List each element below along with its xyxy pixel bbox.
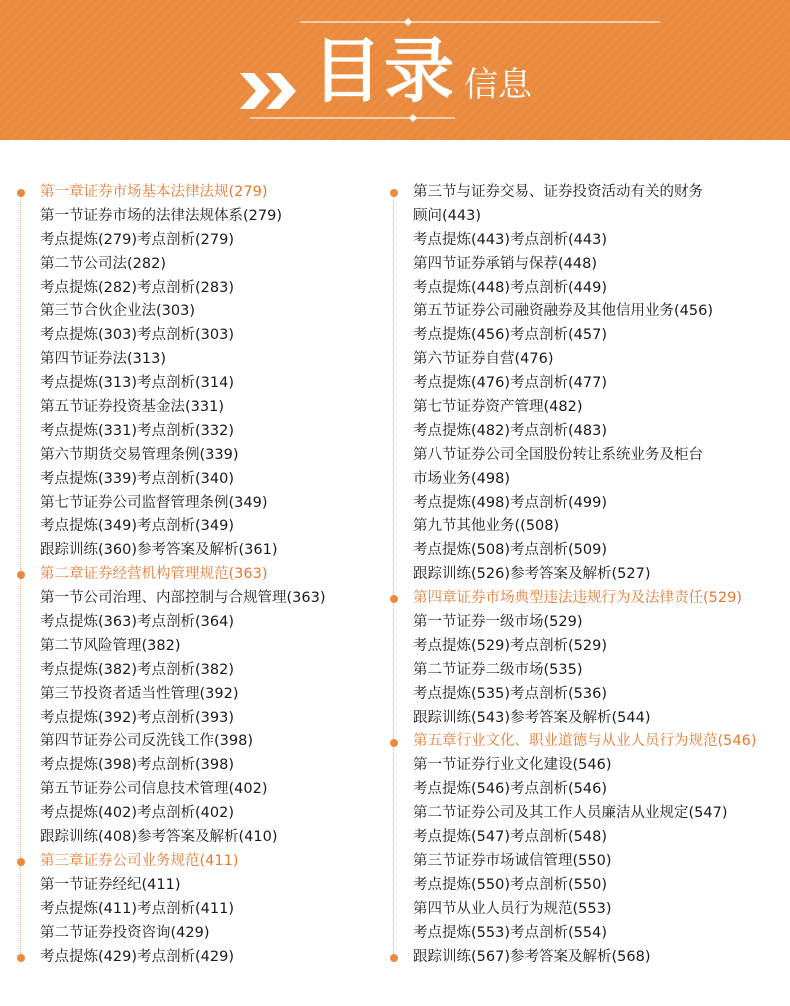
- toc-entry: 第一节证券一级市场(529): [413, 614, 583, 631]
- toc-entry: 考点提炼(402)考点剖析(402): [40, 805, 234, 822]
- toc-entry: 考点提炼(443)考点剖析(443): [413, 231, 607, 248]
- toc-entry: 考点提炼(363)考点剖析(364): [40, 614, 234, 631]
- toc-entry: 第七节证券公司监督管理条例(349): [40, 494, 268, 511]
- toc-entry: 考点提炼(392)考点剖析(393): [40, 709, 234, 726]
- toc-entry: 顾问(443): [413, 207, 481, 224]
- toc-entry: 考点提炼(331)考点剖析(332): [40, 422, 234, 439]
- toc-entry: 考点提炼(303)考点剖析(303): [40, 327, 234, 344]
- toc-entry: 第二节证券公司及其工作人员廉洁从业规定(547): [413, 805, 728, 822]
- chapter-bullet-dot: [17, 571, 25, 579]
- toc-entry: 第四节从业人员行为规范(553): [413, 900, 612, 917]
- toc-entry: 第七节证券资产管理(482): [413, 399, 583, 416]
- toc-entry: 第二节公司法(282): [40, 255, 166, 272]
- toc-entry: 跟踪训练(360)参考答案及解析(361): [40, 542, 278, 559]
- toc-entry: 考点提炼(448)考点剖析(449): [413, 279, 607, 296]
- toc-entry: 考点提炼(313)考点剖析(314): [40, 375, 234, 392]
- toc-entry: 考点提炼(546)考点剖析(546): [413, 781, 607, 798]
- toc-entry: 第四节证券承销与保荐(448): [413, 255, 597, 272]
- toc-entry: 跟踪训练(526)参考答案及解析(527): [413, 566, 651, 583]
- toc-entry: 第六节期货交易管理条例(339): [40, 446, 239, 463]
- toc-entry: 考点提炼(349)考点剖析(349): [40, 518, 234, 535]
- toc-entry: 考点提炼(382)考点剖析(382): [40, 661, 234, 678]
- toc-chapter-heading: 第一章证券市场基本法律法规(279): [40, 184, 268, 200]
- chapter-bullet-dot: [17, 189, 25, 197]
- toc-entry: 第一节证券经纪(411): [40, 876, 181, 893]
- toc-entry: 考点提炼(411)考点剖析(411): [40, 900, 234, 917]
- toc-entry: 第四节证券公司反洗钱工作(398): [40, 733, 253, 750]
- toc-entry: 第一节证券市场的法律法规体系(279): [40, 207, 282, 224]
- toc-entry: 第九节其他业务((508): [413, 518, 560, 535]
- toc-entry: 考点提炼(498)考点剖析(499): [413, 494, 607, 511]
- toc-entry: 考点提炼(279)考点剖析(279): [40, 231, 234, 248]
- header-banner: [0, 0, 790, 140]
- toc-chapter-heading: 第五章行业文化、职业道德与从业人员行为规范(546): [413, 733, 757, 750]
- chapter-bullet-dot: [390, 739, 398, 747]
- double-chevron-icon: [240, 73, 296, 109]
- toc-entry: 考点提炼(282)考点剖析(283): [40, 279, 234, 296]
- toc-chapter-heading: 第二章证券经营机构管理规范(363): [40, 566, 268, 583]
- toc-entry: 第二节风险管理(382): [40, 637, 181, 654]
- toc-column-left: [40, 181, 385, 969]
- toc-entry: 考点提炼(482)考点剖析(483): [413, 422, 607, 439]
- toc-entry: 考点提炼(508)考点剖析(509): [413, 542, 607, 559]
- toc-entry: 考点提炼(456)考点剖析(457): [413, 327, 607, 344]
- chapter-bullet-dot: [17, 858, 25, 866]
- toc-entry: 考点提炼(529)考点剖析(529): [413, 637, 607, 654]
- toc-entry: 考点提炼(535)考点剖析(536): [413, 685, 607, 702]
- toc-entry: 市场业务(498): [413, 470, 510, 487]
- toc-entry: 跟踪训练(543)参考答案及解析(544): [413, 709, 651, 726]
- toc-entry: 第三节与证券交易、证券投资活动有关的财务: [413, 184, 703, 200]
- toc-entry: 第二节证券投资咨询(429): [40, 924, 210, 941]
- timeline-right: [393, 191, 394, 961]
- toc-entry: 第八节证券公司全国股份转让系统业务及柜台: [413, 446, 703, 463]
- toc-entry: 第一节公司治理、内部控制与合规管理(363): [40, 590, 326, 607]
- toc-entry: 第三节合伙企业法(303): [40, 303, 195, 320]
- toc-entry: 第六节证券自营(476): [413, 351, 554, 368]
- banner-title: [312, 24, 532, 114]
- toc-entry: 第三节投资者适当性管理(392): [40, 685, 239, 702]
- toc-entry: 跟踪训练(567)参考答案及解析(568): [413, 948, 651, 965]
- timeline-end-dot: [390, 954, 398, 962]
- timeline-end-dot: [390, 189, 398, 197]
- toc-entry: 考点提炼(553)考点剖析(554): [413, 924, 607, 941]
- toc-entry: 第四节证券法(313): [40, 351, 166, 368]
- page-title: 目录: [312, 30, 456, 112]
- timeline-end-dot: [17, 954, 25, 962]
- toc-entry: 考点提炼(550)考点剖析(550): [413, 876, 607, 893]
- toc-entry: 第一节证券行业文化建设(546): [413, 757, 612, 774]
- toc-entry: 考点提炼(429)考点剖析(429): [40, 948, 234, 965]
- page-subtitle: 信息: [464, 65, 532, 105]
- toc-entry: 第五节证券公司融资融券及其他信用业务(456): [413, 303, 713, 320]
- toc-entry: 考点提炼(398)考点剖析(398): [40, 757, 234, 774]
- chapter-bullet-dot: [390, 595, 398, 603]
- toc-chapter-heading: 第三章证券公司业务规范(411): [40, 852, 239, 869]
- toc-entry: 考点提炼(339)考点剖析(340): [40, 470, 234, 487]
- toc-entry: 第三节证券市场诚信管理(550): [413, 852, 612, 869]
- toc-entry: 跟踪训练(408)参考答案及解析(410): [40, 829, 278, 846]
- toc-entry: 第二节证券二级市场(535): [413, 661, 583, 678]
- toc-entry: 考点提炼(476)考点剖析(477): [413, 375, 607, 392]
- toc-column-right: [413, 181, 778, 969]
- toc-entry: 第五节证券公司信息技术管理(402): [40, 781, 268, 798]
- toc-entry: 第五节证券投资基金法(331): [40, 399, 224, 416]
- toc-chapter-heading: 第四章证券市场典型违法违规行为及法律责任(529): [413, 590, 742, 607]
- toc-entry: 考点提炼(547)考点剖析(548): [413, 829, 607, 846]
